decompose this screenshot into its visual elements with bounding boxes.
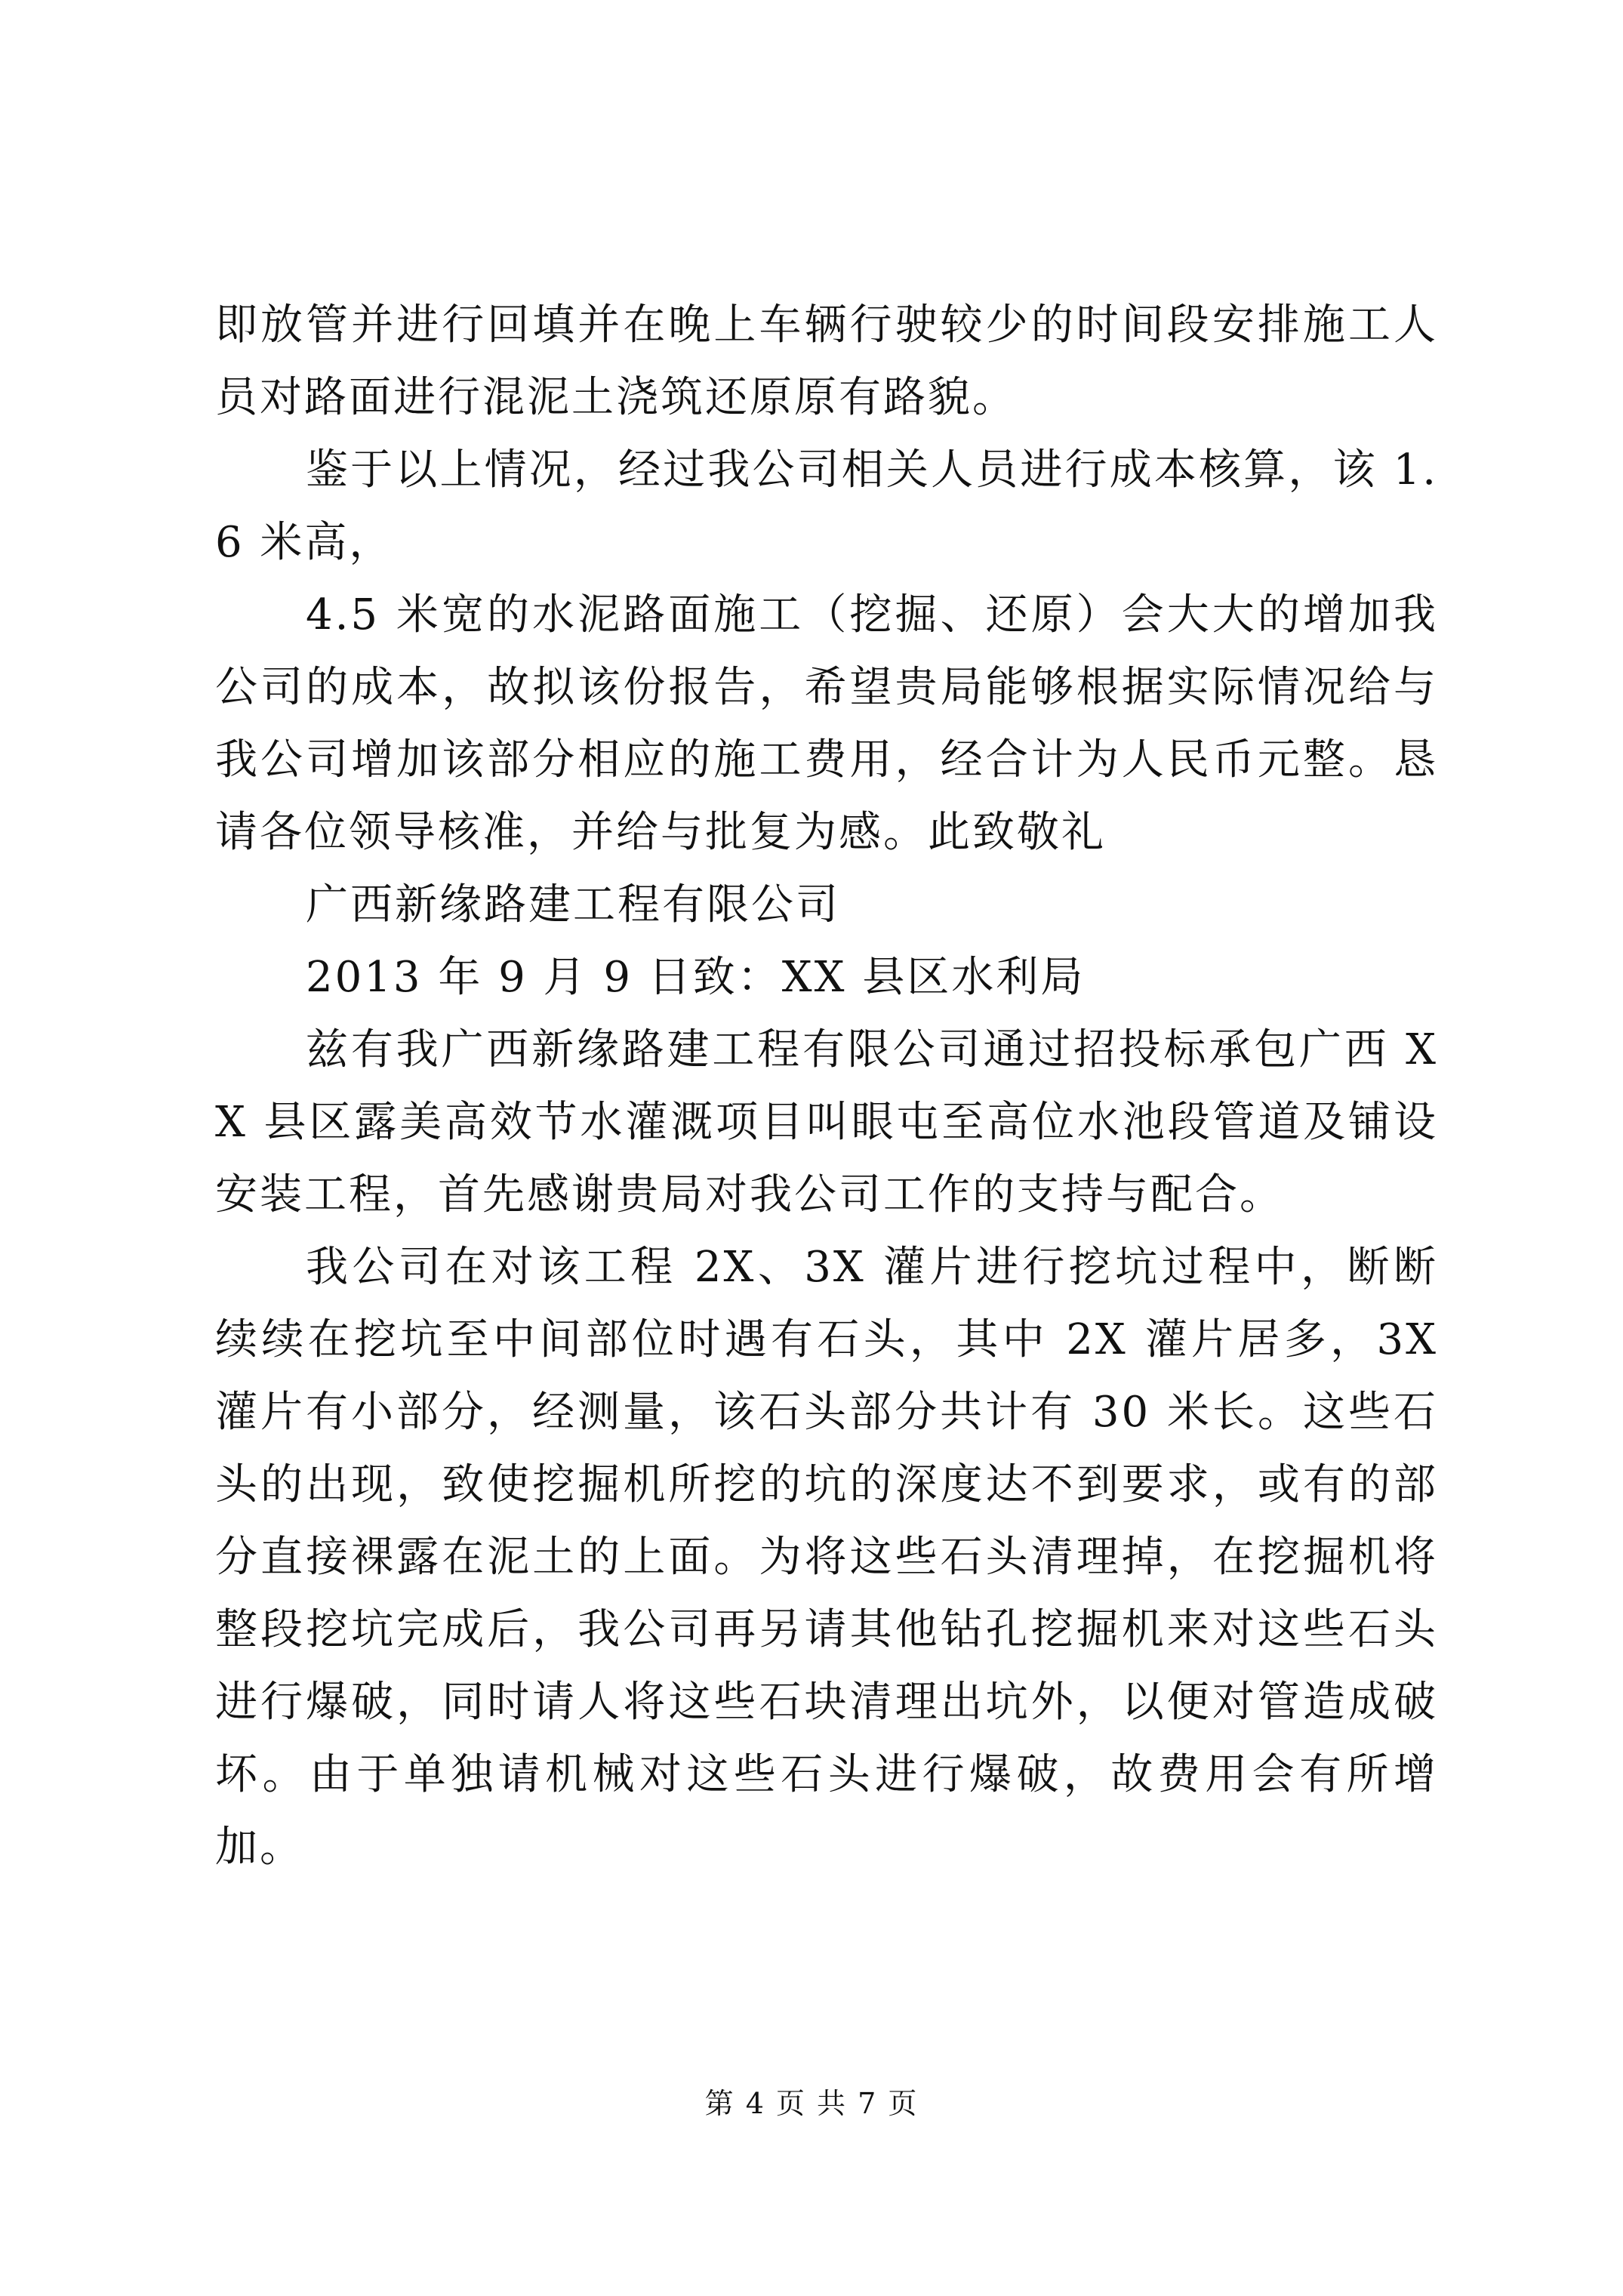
- page-number-label: 第 4 页 共 7 页: [704, 2087, 919, 2120]
- paragraph-1: 即放管并进行回填并在晚上车辆行驶较少的时间段安排施工人员对路面进行混泥土浇筑还原原有路貌。: [215, 300, 1438, 422]
- paragraph-5: 2013 年 9 月 9 日致：XX 县区水利局: [306, 953, 1086, 1002]
- paragraph-6: 兹有我广西新缘路建工程有限公司通过招投标承包广西 XX 县区露美高效节水灌溉项目叫眼屯至高位水池段管道及铺设安装工程，首先感谢贵局对我公司工作的支持与配合。: [215, 1025, 1438, 1219]
- paragraph-3: 4.5 米宽的水泥路面施工（挖掘、还原）会大大的增加我公司的成本，故拟该份报告，希望贵局能够根据实际情况给与我公司增加该部分相应的施工费用，经合计为人民币元整。恳请各位领导核准，并给与批复为感。此致敬礼: [215, 590, 1438, 857]
- paragraph-4: 广西新缘路建工程有限公司: [306, 880, 840, 929]
- paragraph-7: 我公司在对该工程 2X、3X 灌片进行挖坑过程中，断断续续在挖坑至中间部位时遇有石头，其中 2X 灌片居多，3X 灌片有小部分，经测量，该石头部分共计有 30 米长。这些石头的出现，致使挖掘机所挖的坑的深度达不到要求，或有的部分直接裸露在泥土的上面。为将这些石头清理掉，在挖掘机将整段挖坑完成后，我公司再另请其他钻孔挖掘机来对这些石头进行爆破，同时请人将这些石块清理出坑外，以便对管造成破坏。由于单独请机械对这些石头进行爆破，故费用会有所增加。: [215, 1243, 1439, 1872]
- document-body: [215, 289, 1438, 1884]
- paragraph-2: 鉴于以上情况，经过我公司相关人员进行成本核算，该 1.6 米高，: [215, 445, 1438, 567]
- page-footer: [0, 2085, 1623, 2122]
